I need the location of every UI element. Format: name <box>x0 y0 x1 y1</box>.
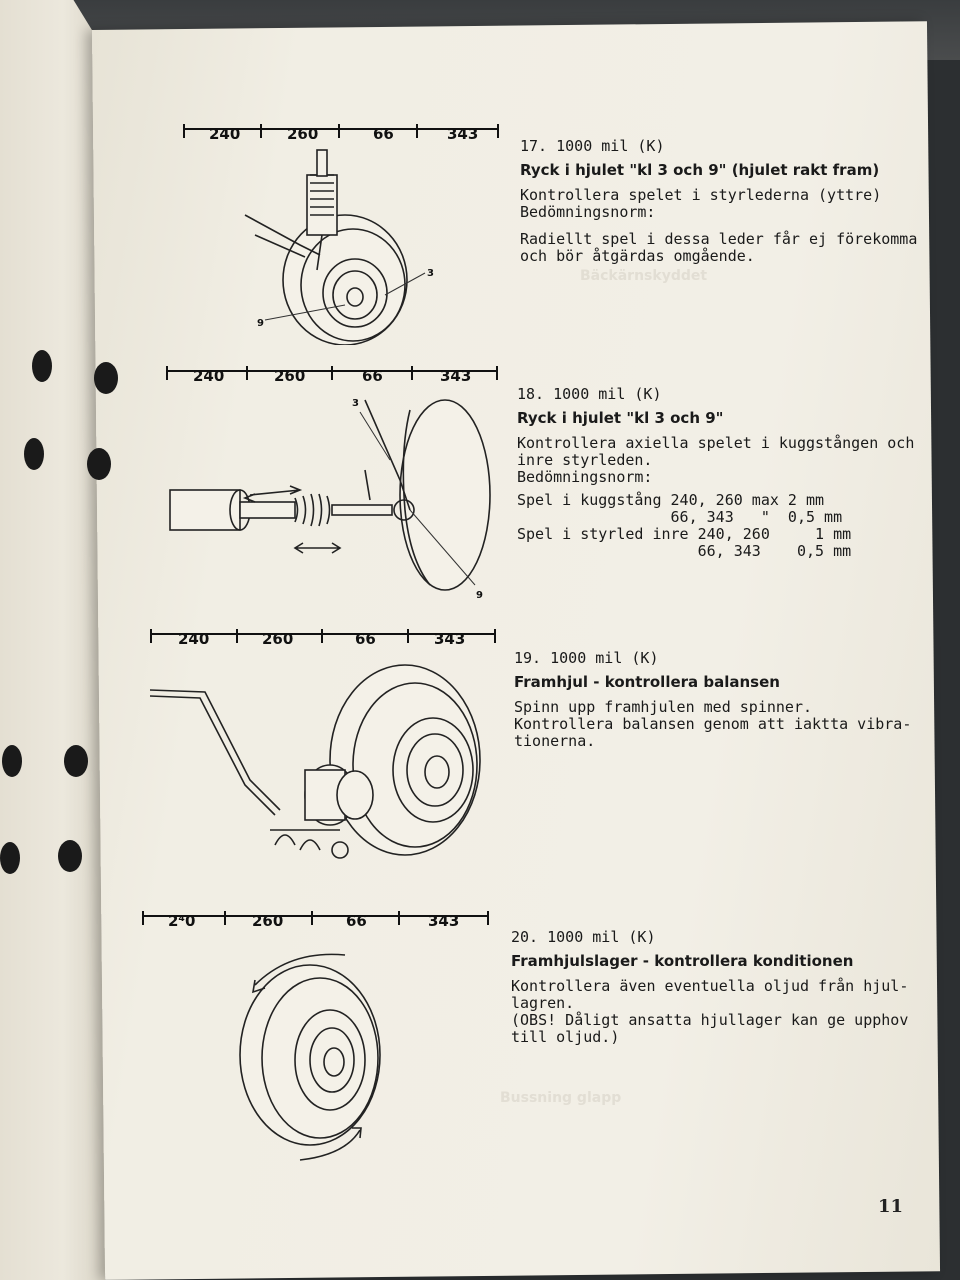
model-scale-19 <box>150 630 494 649</box>
scale-label: 240 <box>193 367 225 385</box>
scale-label: 343 <box>434 630 466 648</box>
spec-line: 66, 343 0,5 mm <box>517 542 852 560</box>
scale-label: 66 <box>355 630 376 648</box>
section-18 <box>517 385 914 560</box>
scale-label: 240 <box>209 125 241 143</box>
section-title: Ryck i hjulet "kl 3 och 9" <box>517 409 724 427</box>
scale-label: 260 <box>287 125 319 143</box>
body-line: (OBS! Dåligt ansatta hjullager kan ge upphov <box>511 1011 909 1029</box>
section-19 <box>514 649 911 750</box>
page-number: 11 <box>878 1196 904 1217</box>
callout-number: 3 <box>352 398 359 409</box>
callout-number: 9 <box>476 590 483 601</box>
body-line: Bedömningsnorm: <box>520 203 656 221</box>
punch-hole <box>94 362 118 394</box>
body-line: Kontrollera axiella spelet i kuggstången och <box>517 434 915 452</box>
body-line: Kontrollera balansen genom att iaktta vibra- <box>514 715 912 733</box>
punch-hole <box>0 842 20 874</box>
spec-line: Spel i kuggstång 240, 260 max 2 mm <box>517 491 825 509</box>
body-line: Bedömningsnorm: <box>517 468 653 486</box>
service-interval: 1000 mil (K) <box>553 385 662 403</box>
bleed-through: Bussning glapp <box>500 1090 622 1106</box>
illustration-steering-rack <box>160 390 500 610</box>
illustration-wheel-spinner <box>150 660 490 870</box>
punch-hole <box>2 745 22 777</box>
section-title: Framhjul - kontrollera balansen <box>514 673 780 691</box>
punch-hole <box>64 745 88 777</box>
left-page-edge <box>0 0 105 1280</box>
section-title: Framhjulslager - kontrollera konditionen <box>511 952 854 970</box>
punch-hole <box>87 448 111 480</box>
callout-number: 9 <box>257 318 264 329</box>
illustration-strut-wheel <box>225 145 445 345</box>
bleed-through: Bäckärnskyddet <box>580 268 708 284</box>
scale-label: 260 <box>274 367 306 385</box>
scale-label: 343 <box>428 912 460 930</box>
service-interval: 1000 mil (K) <box>547 928 656 946</box>
scale-label: 343 <box>447 125 479 143</box>
scale-label: 2⁴0 <box>168 912 196 930</box>
section-title: Ryck i hjulet "kl 3 och 9" (hjulet rakt fram) <box>520 161 880 179</box>
scale-label: 260 <box>252 912 284 930</box>
punch-hole <box>58 840 82 872</box>
body-line: Radiellt spel i dessa leder får ej förekomma <box>520 230 918 248</box>
section-number: 19. 1000 mil (K) <box>514 649 659 667</box>
section-17 <box>520 137 917 265</box>
model-scale-17 <box>183 125 497 144</box>
body-line: Spinn upp framhjulen med spinner. <box>514 698 813 716</box>
scale-label: 260 <box>262 630 294 648</box>
model-scale-18 <box>166 367 496 386</box>
body-line: Kontrollera spelet i styrlederna (yttre) <box>520 186 882 204</box>
scale-label: 66 <box>373 125 394 143</box>
model-scale-20 <box>142 912 487 931</box>
service-interval: 1000 mil (K) <box>556 137 665 155</box>
section-number: 18. 1000 mil (K) <box>517 385 662 403</box>
section-20 <box>511 928 908 1046</box>
scale-label: 66 <box>362 367 383 385</box>
punch-hole <box>24 438 44 470</box>
service-interval: 1000 mil (K) <box>550 649 659 667</box>
punch-hole <box>32 350 52 382</box>
body-line: till oljud.) <box>511 1028 620 1046</box>
spec-line: Spel i styrled inre 240, 260 1 mm <box>517 525 852 543</box>
section-number: 20. 1000 mil (K) <box>511 928 656 946</box>
section-number: 17. 1000 mil (K) <box>520 137 665 155</box>
scale-label: 343 <box>440 367 472 385</box>
illustration-wheel-bearing <box>235 940 405 1170</box>
body-line: lagren. <box>511 994 575 1012</box>
body-line: tionerna. <box>514 732 596 750</box>
body-line: och bör åtgärdas omgående. <box>520 247 755 265</box>
body-line: Kontrollera även eventuella oljud från hjul- <box>511 977 909 995</box>
callout-number: 3 <box>427 268 434 279</box>
scale-label: 66 <box>346 912 367 930</box>
body-line: inre styrleden. <box>517 451 653 469</box>
scale-label: 240 <box>178 630 210 648</box>
spec-line: 66, 343 " 0,5 mm <box>517 508 843 526</box>
